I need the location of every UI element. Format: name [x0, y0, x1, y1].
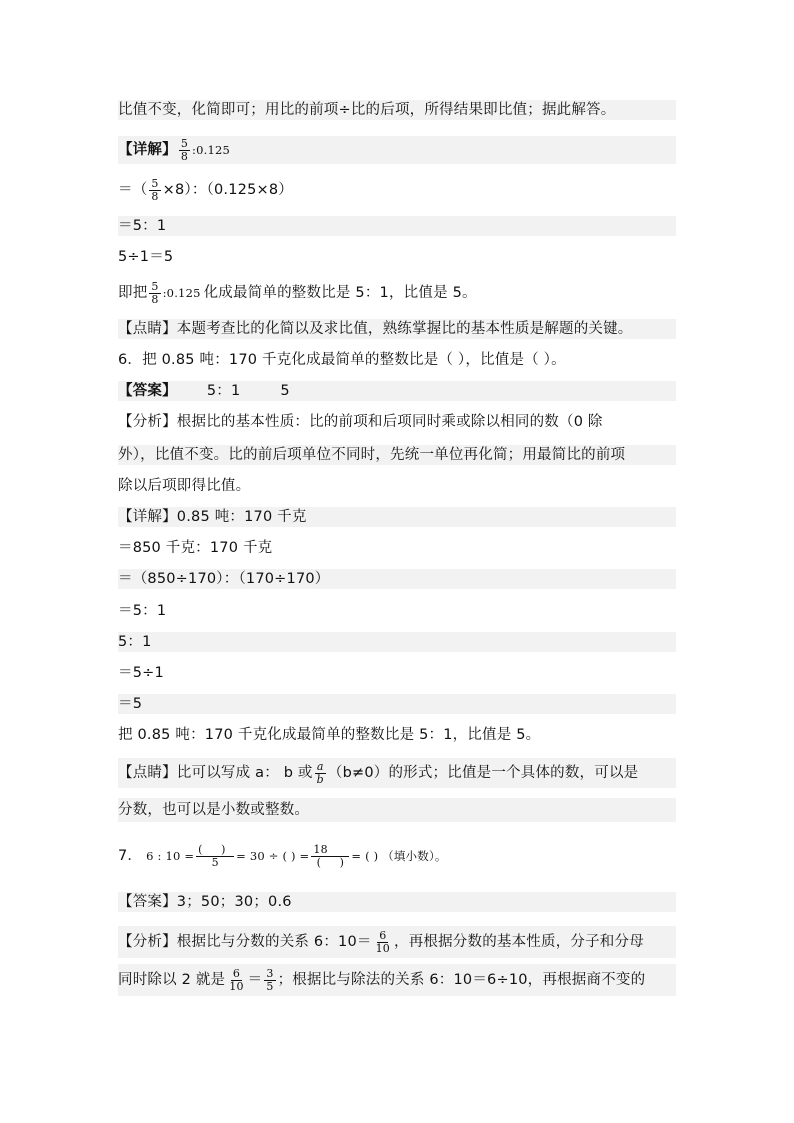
blank-fraction: $\frac{( )}{5}$: [196, 844, 234, 869]
q6-question: 6．把 0.85 吨：170 千克化成最简单的整数比是（ ），比值是（ ）。: [118, 352, 566, 368]
fraction: $\frac{6}{10}$: [229, 966, 244, 993]
q5-comment: 【点睛】本题考查比的化简以及求比值，熟练掌握比的基本性质是解题的关键。: [118, 319, 676, 339]
q6-comment-2: 分数，也可以是小数或整数。: [118, 798, 676, 822]
blank-fraction: $\frac{18}{( )}$: [311, 844, 349, 869]
fraction: $\frac{3}{5}$: [266, 966, 274, 993]
fraction: $\frac{5}{8}$: [151, 176, 159, 203]
q6-detail-3: ＝（850÷170）：（170÷170）: [118, 569, 676, 589]
q5-detail-line: 【详解】 $\frac{5}{8}$ :0.125: [118, 136, 676, 164]
q6-detail-8: 把 0.85 吨：170 千克化成最简单的整数比是 5：1，比值是 5。: [118, 727, 541, 743]
q6-detail-4: ＝5：1: [118, 603, 167, 619]
q6-analysis-2: 外），比值不变。比的前后项单位不同时，先统一单位再化简；用最简比的前项: [118, 445, 676, 465]
fraction: $\frac{a}{b}$: [316, 759, 324, 786]
q6-comment-1: 【点睛】比可以写成 a： b 或 $\frac{a}{b}$ （b≠0）的形式；比值是一个具体的数，可以是: [118, 758, 676, 788]
q5-step1: ＝（ $\frac{5}{8}$ ×8）：（0.125×8）: [118, 176, 293, 203]
q6-analysis-1: 【分析】根据比的基本性质：比的前项和后项同时乘或除以相同的数（0 除: [118, 414, 603, 430]
q6-answer: 【答案】 5：1 5: [118, 381, 676, 401]
q6-detail-1: 【详解】0.85 吨：170 千克: [118, 507, 676, 527]
fraction: $\frac{5}{8}$: [151, 279, 159, 306]
q6-analysis-3: 除以后项即得比值。: [118, 478, 251, 494]
q6-detail-7: ＝5: [118, 694, 676, 714]
q7-answer: 【答案】3；50；30；0.6: [118, 892, 676, 912]
q7-analysis-2: 同时除以 2 就是 $\frac{6}{10}$ ＝ $\frac{3}{5}$ ；根据比与除法的关系 6：10＝6÷10，再根据商不变的: [118, 964, 676, 996]
q6-detail-5: 5：1: [118, 632, 676, 652]
q7-question: 7． 6 : 10 = $\frac{( )}{5}$ = 30 ÷ ( ) = $\frac{18}{( )}$ = ( ) （填小数）。: [118, 842, 447, 869]
q5-step3: 5÷1＝5: [118, 249, 174, 265]
q5-conclusion: 即把 $\frac{5}{8}$ :0.125 化成最简单的整数比是 5：1，比值是 5。: [118, 279, 477, 306]
fraction: $\frac{5}{8}$: [180, 136, 189, 163]
q5-analysis-tail: 比值不变，化简即可；用比的前项÷比的后项，所得结果即比值；据此解答。: [118, 100, 676, 120]
q6-detail-2: ＝850 千克：170 千克: [118, 540, 273, 556]
fraction: $\frac{6}{10}$: [375, 928, 390, 955]
q5-step2: ＝5：1: [118, 216, 676, 236]
q6-detail-6: ＝5÷1: [118, 665, 164, 681]
q7-analysis-1: 【分析】根据比与分数的关系 6：10＝ $\frac{6}{10}$ ，再根据分数的基本性质，分子和分母: [118, 926, 676, 958]
